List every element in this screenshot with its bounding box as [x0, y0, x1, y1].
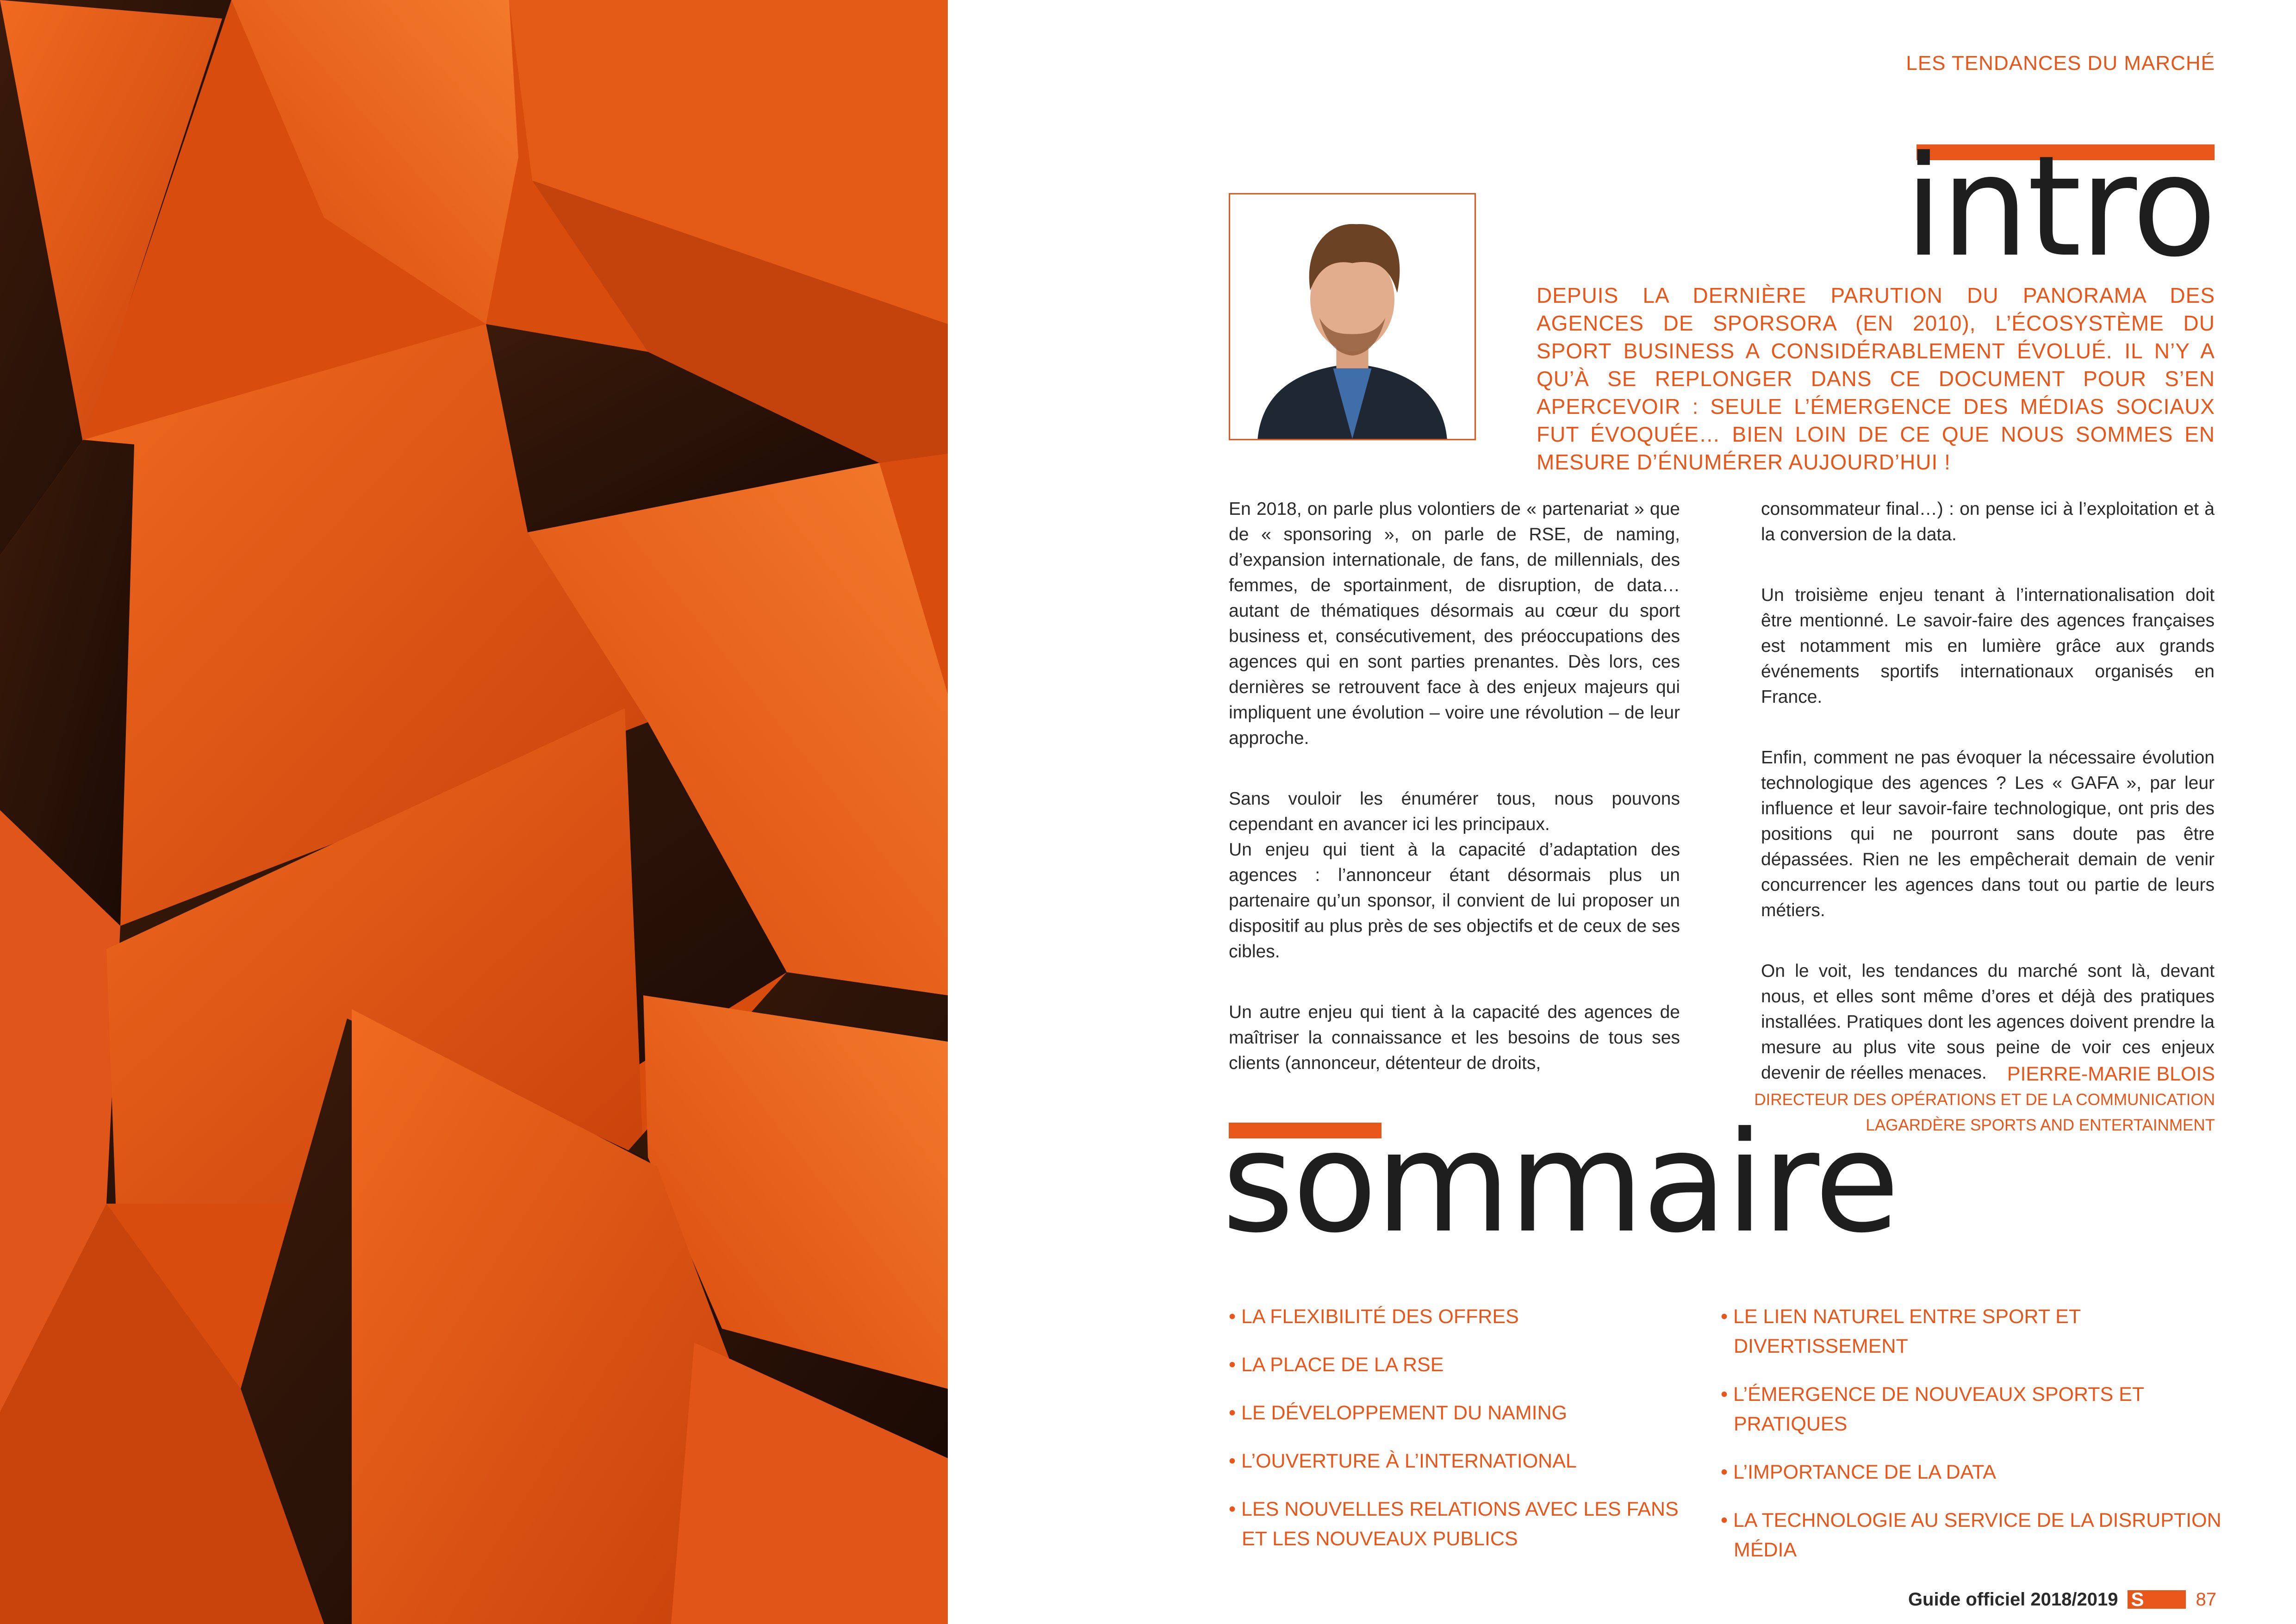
sporsora-logo — [2128, 1590, 2186, 1609]
toc-item[interactable]: • LA FLEXIBILITÉ DES OFFRES — [1229, 1302, 1692, 1331]
paragraph: En 2018, on parle plus volontiers de « partenariat » que de « sponsoring », on parle de RSE, de naming, d’expansion internationale, de fans, de millennials, des femmes, de sportainment, de disruption, de data… autant de thématiques désormais au cœur du sport business et, consécutivement, des préoccupations des agences qui en sont parties prenantes. Dès lors, ces dernières se retrouvent face à des enjeux majeurs qui impliquent une évolution – voire une révolution – de leur approche. — [1229, 499, 1680, 748]
toc-item[interactable]: • L’OUVERTURE À L’INTERNATIONAL — [1229, 1446, 1692, 1476]
paragraph: Un troisième enjeu tenant à l’internationalisation doit être mentionné. Le savoir-faire des agences françaises est notamment mis en lumière grâce aux grands événements sportifs internationaux organisés en France. — [1761, 585, 2215, 707]
toc-item[interactable]: • LE DÉVELOPPEMENT DU NAMING — [1229, 1398, 1692, 1428]
author-name: PIERRE-MARIE BLOIS — [2007, 1063, 2215, 1085]
paragraph: Un enjeu qui tient à la capacité d’adaptation des agences : l’annonceur étant désormais plus un partenaire qu’un sponsor, il convient de lui proposer un dispositif au plus près de ses objectifs et de ceux de ses cibles. — [1229, 840, 1680, 962]
paragraph: Enfin, comment ne pas évoquer la nécessaire évolution technologique des agences ? Les « GAFA », par leur influence et leur savoir-faire technologique, ont pris des positions qui ne pourront sans doute pas être dépassées. Rien ne les empêcherait demain de venir concurrencer les agences dans tout ou partie de leurs métiers. — [1761, 748, 2215, 920]
table-of-contents-left — [1229, 1302, 1692, 1572]
section-title: LES TENDANCES DU MARCHÉ — [1906, 52, 2215, 75]
page-footer — [1908, 1588, 2216, 1611]
paragraph: On le voit, les tendances du marché sont là, devant nous, et elles sont même d’ores et déjà des pratiques installées. Pratiques dont les agences doivent prendre la mesure au plus vite sous peine de voir ces enjeux devenir de réelles menaces. — [1761, 961, 2215, 1083]
toc-item[interactable]: • LA PLACE DE LA RSE — [1229, 1350, 1692, 1380]
intro-column-right — [1761, 496, 2215, 1121]
author-portrait — [1229, 193, 1476, 440]
author-company: LAGARDÈRE SPORTS AND ENTERTAINMENT — [1866, 1116, 2215, 1134]
sommaire-heading: sommaire — [1222, 1102, 1898, 1263]
page-number: 87 — [2196, 1589, 2216, 1610]
toc-item[interactable]: • LES NOUVELLES RELATIONS AVEC LES FANS ET LES NOUVEAUX PUBLICS — [1229, 1494, 1692, 1554]
cover-artwork-image — [0, 0, 948, 1624]
logo-letter: S — [2131, 1588, 2144, 1610]
paragraph: consommateur final…) : on pense ici à l’exploitation et à la conversion de la data. — [1761, 499, 2215, 544]
toc-item[interactable]: • LE LIEN NATUREL ENTRE SPORT ET DIVERTISSEMENT — [1721, 1302, 2230, 1361]
toc-item[interactable]: • L’IMPORTANCE DE LA DATA — [1721, 1457, 2230, 1487]
intro-lead-text: DEPUIS LA DERNIÈRE PARUTION DU PANORAMA DES AGENCES DE SPORSORA (EN 2010), L’ÉCOSYSTÈME DU SPORT BUSINESS A CONSIDÉRABLEMENT ÉVOLUÉ. IL N’Y A QU’À SE REPLONGER DANS CE DOCUMENT POUR S’EN APERCEVOIR : SEULE L’ÉMERGENCE DES MÉDIAS SOCIAUX FUT ÉVOQUÉE… BIEN LOIN DE CE QUE NOUS SOMMES EN MESURE D’ÉNUMÉRER AUJOURD’HUI ! — [1537, 283, 2215, 474]
author-role: DIRECTEUR DES OPÉRATIONS ET DE LA COMMUNICATION — [1754, 1091, 2215, 1109]
intro-heading: intro — [1904, 126, 2215, 287]
orange-shards-icon — [0, 0, 948, 1624]
portrait-photo-icon — [1230, 194, 1475, 439]
paragraph: Un autre enjeu qui tient à la capacité des agences de maîtriser la connaissance et les besoins de tous ses clients (annonceur, détenteur de droits, — [1229, 1002, 1680, 1073]
toc-item[interactable]: • LA TECHNOLOGIE AU SERVICE DE LA DISRUPTION MÉDIA — [1721, 1505, 2230, 1565]
paragraph: Sans vouloir les énumérer tous, nous pouvons cependant en avancer ici les principaux. — [1229, 789, 1680, 834]
footer-guide-title: Guide officiel 2018/2019 — [1908, 1589, 2118, 1610]
table-of-contents-right — [1721, 1302, 2230, 1583]
toc-item[interactable]: • L’ÉMERGENCE DE NOUVEAUX SPORTS ET PRATIQUES — [1721, 1380, 2230, 1439]
intro-column-left — [1229, 496, 1680, 1111]
